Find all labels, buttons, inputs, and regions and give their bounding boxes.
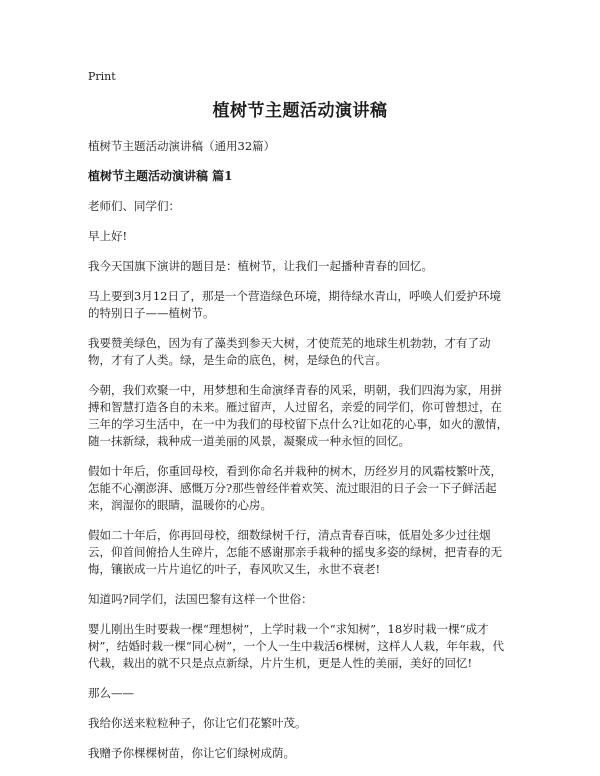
paragraph-paris-custom: 知道吗?同学们，法国巴黎有这样一个世俗： bbox=[88, 592, 313, 606]
section-heading: 植树节主题活动演讲稿 篇1 bbox=[88, 169, 233, 183]
print-label: Print bbox=[88, 70, 116, 83]
document-subtitle: 植树节主题活动演讲稿（通用32篇） bbox=[88, 139, 276, 153]
paragraph-good-morning: 早上好! bbox=[88, 229, 128, 243]
paragraph-saplings: 我赠予你棵棵树苗，你让它们绿树成荫。 bbox=[88, 746, 295, 760]
paragraph-twenty-years: 假如二十年后，你再回母校，细数绿树千行，清点青春百味，低眉处多少过往烟云，仰首间俯拾人生碎片，怎能不感谢那亲手栽种的摇曳多姿的绿树，把青春的无悔，镶嵌成一片片追忆的叶子，春风吹又生，永世不衰老! bbox=[88, 528, 502, 576]
document-title: 植树节主题活动演讲稿 bbox=[212, 101, 388, 121]
paragraph-greeting: 老师们、同学们： bbox=[88, 199, 180, 213]
paragraph-ten-years: 假如十年后，你重回母校，看到你命名并栽种的树木，历经岁月的风霜枝繁叶茂，怎能不心潮澎湃、感慨万分?那些曾经伴着欢笑、流过眼泪的日子会一下子鲜活起来，润湿你的眼睛，温暖你的心房。 bbox=[88, 464, 502, 512]
paragraph-arbor-day: 马上要到3月12日了，那是一个营造绿色环境，期待绿水青山，呼唤人们爱护环境的特别日子——植树节。 bbox=[88, 289, 501, 320]
paragraph-praise-green: 我要赞美绿色，因为有了藻类到参天大树，才使荒芜的地球生机勃勃，才有了动物，才有了人类。绿，是生命的底色，树，是绿色的代言。 bbox=[88, 336, 491, 367]
paragraph-today: 今朝，我们欢聚一中，用梦想和生命演绎青春的风采，明朝，我们四海为家，用拼搏和智慧打造各自的未来。雁过留声，人过留名，亲爱的同学们，你可曾想过，在三年的学习生活中，在一中为我们的母校留下点什么?让如花的心事，如火的激情，随一抹新绿，栽种成一道美丽的风景，凝聚成一种永恒的回忆。 bbox=[88, 383, 509, 448]
paragraph-then: 那么—— bbox=[88, 686, 134, 700]
paragraph-topic: 我今天国旗下演讲的题目是：植树节，让我们一起播种青春的回忆。 bbox=[88, 259, 433, 273]
paragraph-seeds: 我给你送来粒粒种子，你让它们花繁叶茂。 bbox=[88, 716, 307, 730]
paragraph-six-trees: 婴儿刚出生时要栽一棵“理想树”，上学时栽一个“求知树”，18岁时栽一棵“成才树”，结婚时栽一棵“同心树”，一个人一生中栽活6棵树，这样人人栽，年年栽，代代栽，栽出的就不只是点点新绿，片片生机，更是人性的美丽，美好的回忆! bbox=[88, 622, 504, 670]
